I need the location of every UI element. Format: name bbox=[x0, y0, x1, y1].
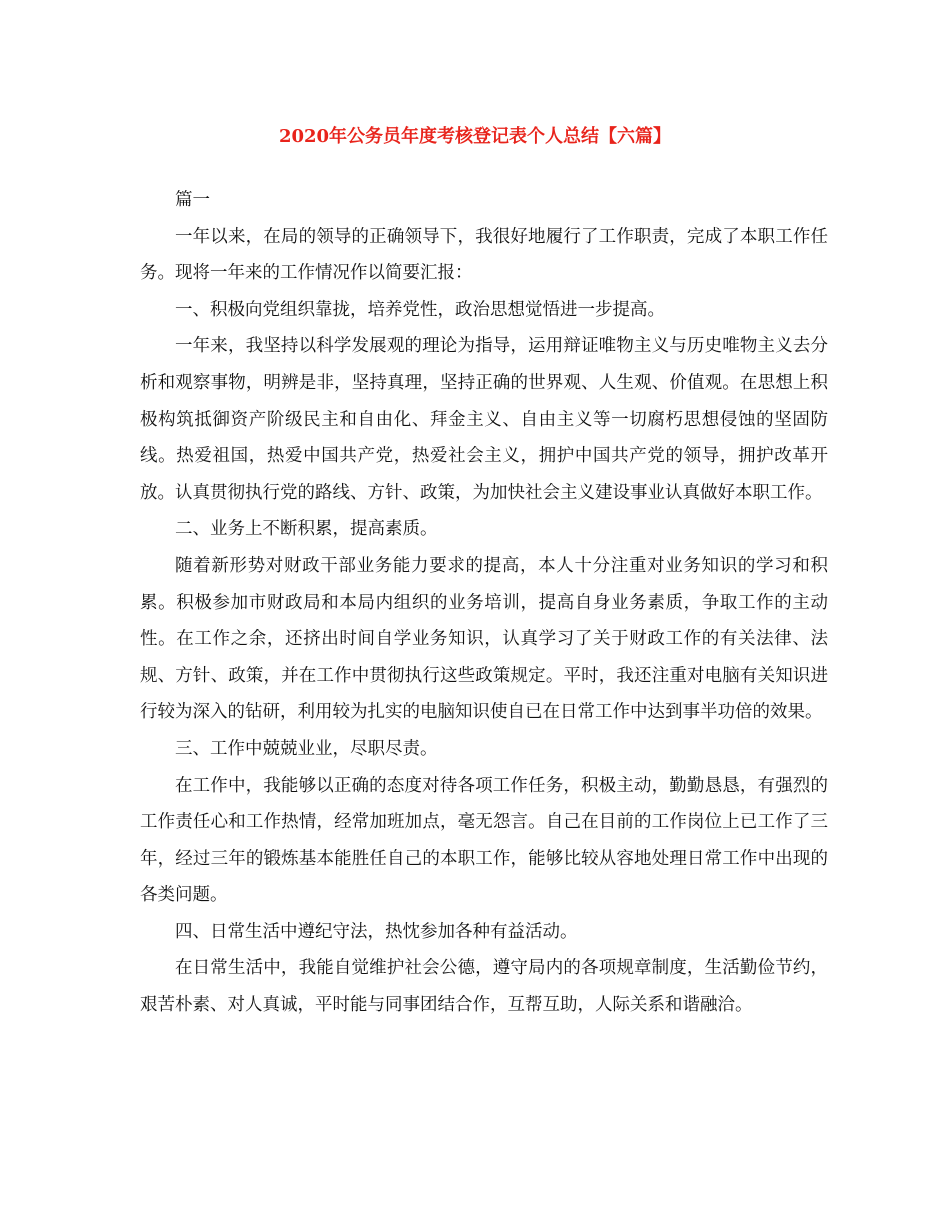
document-title: 2020年公务员年度考核登记表个人总结【六篇】 bbox=[278, 126, 672, 147]
body-paragraph: 随着新形势对财政干部业务能力要求的提高，本人十分注重对业务知识的学习和积累。积极参加市财政局和本局内组织的业务培训，提高自身业务素质，争取工作的主动性。在工作之余，还挤出时间自学业务知识，认真学习了关于财政工作的有关法律、法规、方针、政策，并在工作中贯彻执行这些政策规定。平时，我还注重对电脑有关知识进行较为深入的钻研，利用较为扎实的电脑知识使自已在日常工作中达到事半功倍的效果。 bbox=[140, 555, 828, 723]
body-paragraph: 在工作中，我能够以正确的态度对待各项工作任务，积极主动，勤勤恳恳，有强烈的工作责任心和工作热情，经常加班加点，毫无怨言。自己在目前的工作岗位上已工作了三年，经过三年的锻炼基本能胜任自己的本职工作，能够比较从容地处理日常工作中出现的各类问题。 bbox=[140, 775, 828, 906]
intro-paragraph: 一年以来，在局的领导的正确领导下，我很好地履行了工作职责，完成了本职工作任务。现将一年来的工作情况作以简要汇报： bbox=[140, 226, 828, 284]
section-heading-2: 二、业务上不断积累，提高素质。 bbox=[175, 519, 438, 540]
document-body bbox=[140, 160, 828, 1024]
body-paragraph: 一年来，我坚持以科学发展观的理论为指导，运用辩证唯物主义与历史唯物主义去分析和观察事物，明辨是非，坚持真理，坚持正确的世界观、人生观、价值观。在思想上积极构筑抵御资产阶级民主和自由化、拜金主义、自由主义等一切腐朽思想侵蚀的坚固防线。热爱祖国，热爱中国共产党，热爱社会主义，拥护中国共产党的领导，拥护改革开放。认真贯彻执行党的路线、方针、政策，为加快社会主义建设事业认真做好本职工作。 bbox=[140, 336, 828, 503]
section-heading-4: 四、日常生活中遵纪守法，热忱参加各种有益活动。 bbox=[175, 921, 578, 942]
section-heading-part-one: 篇一 bbox=[175, 190, 210, 210]
section-heading-3: 三、工作中兢兢业业，尽职尽责。 bbox=[175, 738, 438, 759]
section-heading-1: 一、积极向党组织靠拢，培养党性，政治思想觉悟进一步提高。 bbox=[175, 299, 665, 320]
body-paragraph: 在日常生活中，我能自觉维护社会公德，遵守局内的各项规章制度，生活勤俭节约，艰苦朴素、对人真诚，平时能与同事团结合作，互帮互助，人际关系和谐融洽。 bbox=[140, 958, 828, 1016]
